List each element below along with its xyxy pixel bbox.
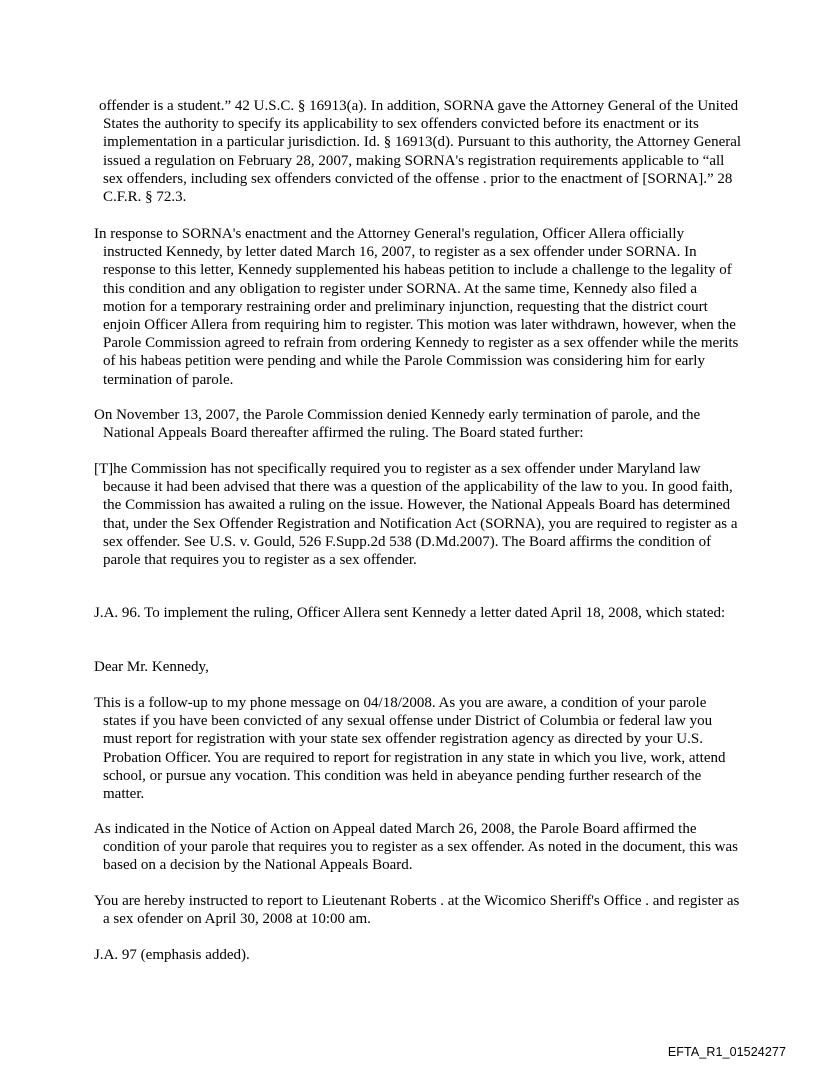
paragraph-parole-denial: On November 13, 2007, the Parole Commission denied Kennedy early termination of parole, and the National Appeals Board thereafter affirmed the ruling. The Board stated further:	[94, 407, 701, 442]
paragraph-salutation: Dear Mr. Kennedy,	[94, 659, 209, 675]
paragraph-ja-97: J.A. 97 (emphasis added).	[94, 947, 250, 963]
paragraph-registration-instruction: You are hereby instructed to report to Lieutenant Roberts . at the Wicomico Sheriff's Office . and register as a sex ofender on April 30, 2008 at 10:00 am.	[94, 893, 740, 928]
paragraph-board-quote: [T]he Commission has not specifically required you to register as a sex offender under Maryland law because it had been advised that there was a question of the applicability of the law to you. In good faith, the Commission has awaited a ruling on the issue. However, the National Appeals Board has determined that, under the Sex Offender Registration and Notification Act (SORNA), you are required to register as a sex offender. See U.S. v. Gould, 526 F.Supp.2d 538 (D.Md.2007). The Board affirms the condition of parole that requires you to register as a sex offender.	[94, 461, 738, 569]
paragraph-ja-96: J.A. 96. To implement the ruling, Officer Allera sent Kennedy a letter dated April 18, 2008, which stated:	[94, 605, 726, 621]
paragraph-notice-of-action: As indicated in the Notice of Action on Appeal dated March 26, 2008, the Parole Board affirmed the condition of your parole that requires you to register as a sex offender. As noted in the document, this was based on a decision by the National Appeals Board.	[94, 821, 738, 874]
paragraph-officer-instruction: In response to SORNA's enactment and the Attorney General's regulation, Officer Allera officially instructed Kennedy, by letter dated March 16, 2007, to register as a sex offender under SORNA. In response to this letter, Kennedy supplemented his habeas petition to include a challenge to the legality of this condition and any obligation to register under SORNA. At the same time, Kennedy also filed a motion for a temporary restraining order and preliminary injunction, requesting that the district court enjoin Officer Allera from requiring him to register. This motion was later withdrawn, however, when the Parole Commission agreed to refrain from ordering Kennedy to register as a sex offender while the merits of his habeas petition were pending and while the Parole Commission was considering him for early termination of parole.	[94, 226, 739, 388]
paragraph-letter-body: This is a follow-up to my phone message on 04/18/2008. As you are aware, a condition of your parole states if you have been convicted of any sexual offense under District of Columbia or federal law you must report for registration with your state sex offender registration agency as directed by your U.S. Probation Officer. You are required to report for registration in any state in which you live, work, attend school, or pursue any vocation. This condition was held in abeyance pending further research of the matter.	[94, 695, 726, 803]
paragraph-sorna-background: offender is a student.” 42 U.S.C. § 16913(a). In addition, SORNA gave the Attorney General of the United States the authority to specify its applicability to sex offenders convicted before its enactment or its implementation in a particular jurisdiction. Id. § 16913(d). Pursuant to this authority, the Attorney General issued a regulation on February 28, 2007, making SORNA's registration requirements applicable to “all sex offenders, including sex offenders convicted of the offense . prior to the enactment of [SORNA].” 28 C.F.R. § 72.3.	[99, 98, 742, 206]
document-id-footer: EFTA_R1_01524277	[667, 1045, 786, 1059]
